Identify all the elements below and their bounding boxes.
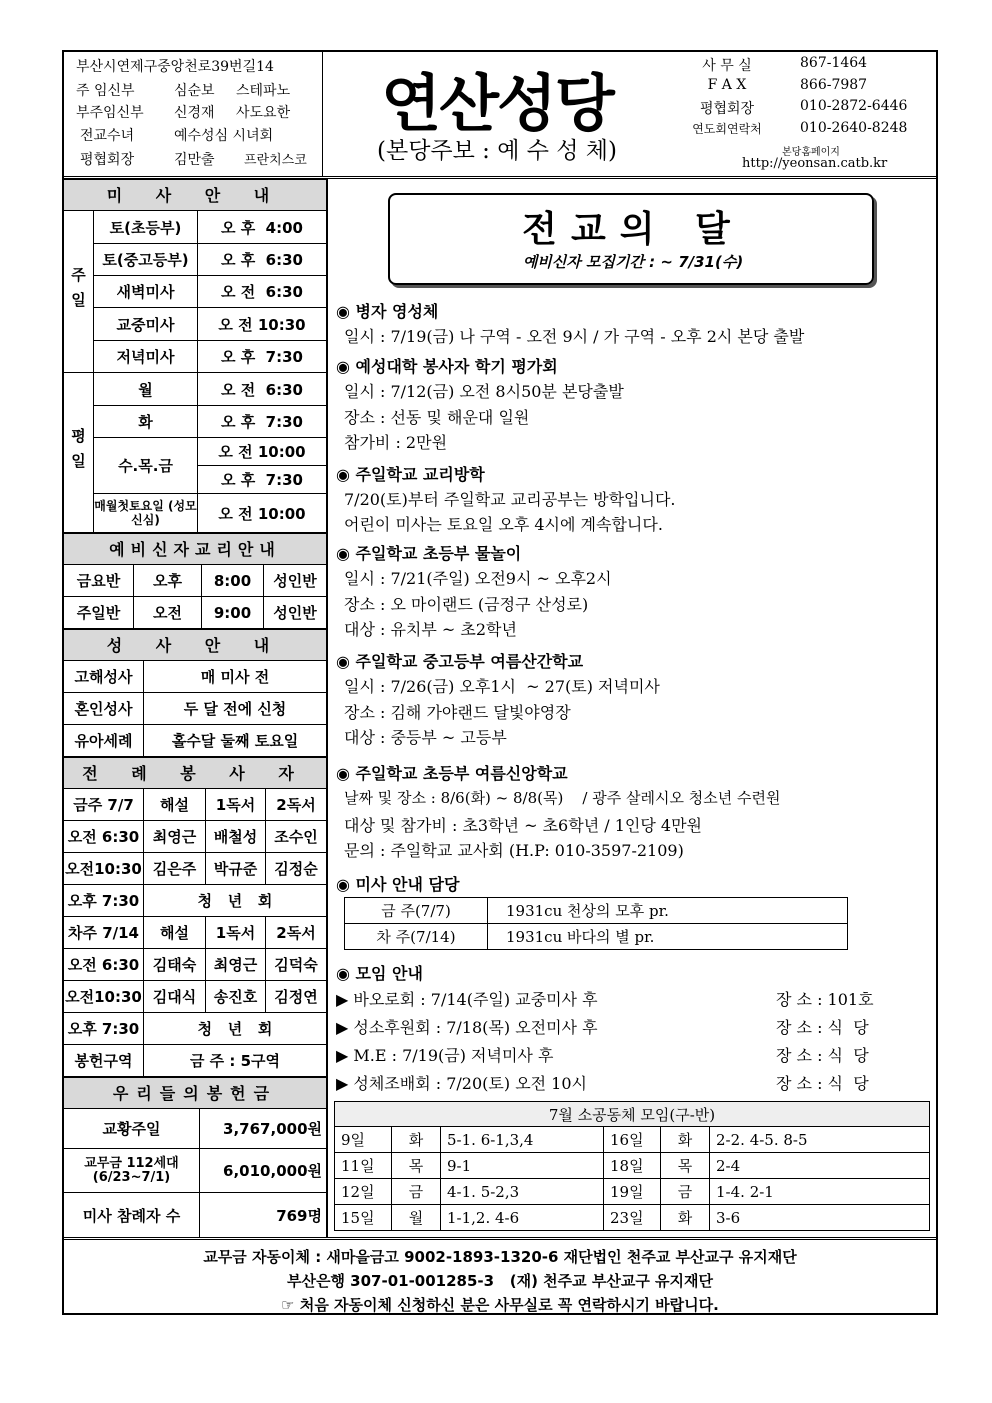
homepage-label: 본당홈페이지 (782, 147, 840, 158)
table-cell: 12일 (335, 1179, 392, 1205)
mass-time: 오 후 6:30 (198, 244, 326, 276)
notice-text: 일시 : 7/21(주일) 오전9시 ~ 오후2시 (344, 569, 612, 588)
class-ampm: 오후 (134, 565, 202, 597)
staff-role: 부주임신부 (76, 105, 144, 121)
notice-text: 장소 : 선동 및 해운대 일원 (344, 408, 530, 427)
notice-heading: ◉ 주일학교 중고등부 여름산간학교 (336, 652, 584, 671)
duty-week: 금 주(7/7) (345, 898, 488, 924)
sacrament-desc: 두 달 전에 신청 (144, 693, 326, 725)
table-cell: 16일 (604, 1127, 661, 1153)
contact-value: 010-2640-8248 (800, 120, 908, 136)
notice-heading: ◉ 병자 영성체 (336, 302, 439, 321)
contact-label: 연도회연락처 (692, 122, 762, 136)
notice-text: 대상 : 유치부 ~ 초2학년 (344, 620, 517, 639)
table-cell: 목 (392, 1153, 441, 1179)
header (64, 52, 936, 179)
staff-block (64, 52, 323, 176)
meeting-place: 장 소 : 식 당 (776, 1046, 869, 1065)
sacrament-name: 고해성사 (64, 661, 144, 693)
mass-time: 오 전 10:00 (198, 438, 326, 466)
liturgy-group: 청 년 회 (144, 1013, 326, 1045)
meeting-what: ▶ 성소후원회 : 7/18(목) 오전미사 후 (336, 1018, 598, 1037)
offering-value: 3,767,000원 (200, 1109, 326, 1149)
meeting-place: 장 소 : 식 당 (776, 1018, 869, 1037)
liturgy-col: 2독서 (266, 917, 326, 949)
liturgy-person: 최영근 (144, 821, 206, 853)
liturgy-person: 송진호 (206, 981, 266, 1013)
footer (64, 1237, 936, 1316)
meeting-place: 장 소 : 식 당 (776, 1074, 869, 1093)
liturgy-person: 김정연 (266, 981, 326, 1013)
liturgy-title: 전 례 봉 사 자 (64, 757, 326, 789)
left-column (64, 179, 328, 1237)
staff-role: 평협회장 (80, 152, 135, 168)
mass-time: 오 전 10:30 (198, 308, 326, 341)
table-cell: 화 (661, 1205, 710, 1231)
table-cell: 월 (392, 1205, 441, 1231)
meeting-what: ▶ M.E : 7/19(금) 저녁미사 후 (336, 1046, 554, 1065)
sacrament-desc: 홀수달 둘째 토요일 (144, 725, 326, 757)
staff-saint: 사도요한 (236, 105, 291, 121)
meeting-row (336, 1071, 926, 1094)
notice-heading: ◉ 예성대학 봉사자 학기 평가회 (336, 357, 558, 376)
parish-subtitle: (본당주보 : 예 수 성 체) (377, 138, 617, 164)
community-table (334, 1101, 930, 1231)
liturgy-col: 1독서 (206, 917, 266, 949)
table-cell: 목 (661, 1153, 710, 1179)
contact-value: 866-7987 (800, 77, 868, 93)
table-cell: 1-4. 2-1 (710, 1179, 930, 1205)
liturgy-col: 1독서 (206, 789, 266, 821)
notice-text: 장소 : 오 마이랜드 (금정구 산성로) (344, 595, 589, 614)
table-cell: 11일 (335, 1153, 392, 1179)
offering-label: 교황주일 (64, 1109, 200, 1149)
catechumen-title: 예비신자교리안내 (64, 533, 326, 565)
contact-row (672, 55, 936, 75)
staff-name: 김만출 (174, 152, 215, 168)
table-cell: 2-4 (710, 1153, 930, 1179)
table-cell: 2-2. 4-5. 8-5 (710, 1127, 930, 1153)
notice-text: 대상 : 중등부 ~ 고등부 (344, 728, 507, 747)
class-name: 주일반 (64, 597, 134, 629)
mass-duty-table (344, 897, 848, 950)
liturgy-week: 금주 7/7 (64, 789, 144, 821)
notice-heading: ◉ 미사 안내 담당 (336, 875, 460, 894)
meeting-row (336, 1043, 926, 1066)
class-name: 금요반 (64, 565, 134, 597)
liturgy-col: 2독서 (266, 789, 326, 821)
contact-value: 010-2872-6446 (800, 98, 908, 114)
liturgy-person: 조수인 (266, 821, 326, 853)
meeting-row (336, 1015, 926, 1038)
meeting-place: 장 소 : 101호 (776, 990, 874, 1009)
mass-name: 토(중고등부) (94, 244, 198, 276)
table-cell: 19일 (604, 1179, 661, 1205)
table-row (335, 1127, 930, 1153)
mass-name: 새벽미사 (94, 276, 198, 308)
liturgy-person: 김대식 (144, 981, 206, 1013)
footer-line: 부산은행 307-01-001285-3 (재) 천주교 부산교구 유지재단 (286, 1272, 714, 1290)
notice-text: 일시 : 7/19(금) 나 구역 - 오전 9시 / 가 구역 - 오후 2시 본당 출발 (344, 327, 805, 346)
class-who: 성인반 (264, 597, 326, 629)
offering-label: 미사 참례자 수 (64, 1193, 200, 1237)
sacrament-title: 성 사 안 내 (64, 629, 326, 661)
table-row (345, 898, 848, 924)
notice-heading: ◉ 주일학교 초등부 물놀이 (336, 544, 522, 563)
notice-heading: ◉ 주일학교 교리방학 (336, 465, 485, 484)
meeting-row (336, 987, 926, 1010)
mass-time: 오 후 7:30 (198, 406, 326, 438)
contact-label: F A X (707, 77, 747, 93)
liturgy-person: 박규준 (206, 853, 266, 885)
table-cell: 3-6 (710, 1205, 930, 1231)
offering-value: 769명 (276, 1206, 322, 1225)
sacrament-name: 유아세례 (64, 725, 144, 757)
address: 부산시연제구중앙천로39번길14 (76, 59, 274, 75)
liturgy-col: 해설 (144, 789, 206, 821)
contact-label: 사 무 실 (702, 58, 752, 74)
liturgy-time: 오후 7:30 (64, 1013, 144, 1045)
notice-text: 일시 : 7/12(금) 오전 8시50분 본당출발 (344, 382, 624, 401)
liturgy-time: 오전 6:30 (64, 821, 144, 853)
table-row (335, 1179, 930, 1205)
mission-banner (388, 193, 874, 285)
staff-role: 전교수녀 (80, 128, 135, 144)
notice-text: 대상 및 참가비 : 초3학년 ~ 초6학년 / 1인당 4만원 (344, 816, 702, 835)
bulletin-frame (62, 50, 938, 1315)
sunday-label: 주일 (64, 211, 94, 373)
liturgy-week: 차주 7/14 (64, 917, 144, 949)
table-row (335, 1153, 930, 1179)
mass-time: 오 전 6:30 (198, 276, 326, 308)
staff-role: 주 임신부 (76, 83, 135, 99)
staff-saint: 프란치스코 (244, 153, 307, 168)
table-cell: 화 (661, 1127, 710, 1153)
table-cell: 금 (392, 1179, 441, 1205)
mass-time: 오 후 7:30 (198, 341, 326, 373)
table-cell: 9일 (335, 1127, 392, 1153)
contact-row (672, 120, 936, 140)
meeting-what: ▶ 성체조배회 : 7/20(토) 오전 10시 (336, 1074, 588, 1093)
staff-name: 예수성심 시녀회 (174, 128, 274, 144)
staff-name: 신경재 (174, 105, 215, 121)
table-cell: 5-1. 6-1,3,4 (441, 1127, 604, 1153)
duty-group: 1931cu 천상의 모후 pr. (488, 898, 848, 924)
mass-name: 화 (94, 406, 198, 438)
table-row (335, 1205, 930, 1231)
table-cell: 23일 (604, 1205, 661, 1231)
notice-text: 날짜 및 장소 : 8/6(화) ~ 8/8(목) / 광주 살레시오 청소년 수련원 (344, 789, 781, 807)
liturgy-time: 오전 6:30 (64, 949, 144, 981)
staff-name: 심순보 (174, 83, 215, 99)
offering-area-value: 금 주 : 5구역 (144, 1045, 326, 1077)
liturgy-time: 오후 7:30 (64, 885, 144, 917)
liturgy-person: 김태숙 (144, 949, 206, 981)
mass-section-title: 미 사 안 내 (64, 179, 326, 211)
weekday-label: 평일 (64, 373, 94, 533)
contact-row (672, 98, 936, 118)
mass-time: 오 후 7:30 (198, 466, 326, 494)
duty-week: 차 주(7/14) (345, 924, 488, 950)
contact-label: 평협회장 (699, 101, 755, 117)
notice-text: 어린이 미사는 토요일 오후 4시에 계속합니다. (344, 515, 663, 534)
table-cell: 금 (661, 1179, 710, 1205)
notice-text: 7/20(토)부터 주일학교 교리공부는 방학입니다. (344, 490, 676, 509)
liturgy-time: 오전10:30 (64, 981, 144, 1013)
sacrament-name: 혼인성사 (64, 693, 144, 725)
table-cell: 화 (392, 1127, 441, 1153)
table-cell: 1-1,2. 4-6 (441, 1205, 604, 1231)
mass-name: 수.목.금 (94, 438, 198, 494)
mass-name: 저녁미사 (94, 341, 198, 373)
sacrament-desc: 매 미사 전 (144, 661, 326, 693)
banner-title: 전교의 달 (522, 209, 744, 250)
offering-title: 우리들의봉헌금 (64, 1077, 326, 1109)
mass-time: 오 전 6:30 (198, 373, 326, 406)
offering-area-label: 봉헌구역 (64, 1045, 144, 1077)
footer-line: 교무금 자동이체 : 새마을금고 9002-1893-1320-6 재단법인 천주교 부산교구 유지재단 (203, 1248, 797, 1266)
table-cell: 4-1. 5-2,3 (441, 1179, 604, 1205)
table-cell: 9-1 (441, 1153, 604, 1179)
notice-text: 장소 : 김해 가야랜드 달빛야영장 (344, 703, 571, 722)
homepage-link[interactable]: http://yeonsan.catb.kr (742, 156, 888, 171)
class-who: 성인반 (264, 565, 326, 597)
liturgy-person: 최영근 (206, 949, 266, 981)
table-row (345, 924, 848, 950)
table-cell: 18일 (604, 1153, 661, 1179)
contact-row (672, 77, 936, 97)
mass-time: 오 후 4:00 (198, 211, 326, 244)
duty-group: 1931cu 바다의 별 pr. (488, 924, 848, 950)
offering-value: 6,010,000원 (200, 1149, 326, 1193)
mass-name: 월 (94, 373, 198, 406)
contact-block (672, 52, 936, 176)
banner-subtitle: 예비신자 모집기간 : ~ 7/31(수) (522, 253, 744, 271)
liturgy-person: 김정순 (266, 853, 326, 885)
right-column (328, 179, 936, 1237)
notice-text: 참가비 : 2만원 (344, 433, 448, 452)
staff-saint: 스테파노 (236, 83, 291, 99)
offering-label: 교무금 112세대 (6/23~7/1) (64, 1149, 200, 1193)
title-block (322, 52, 672, 176)
notice-heading: ◉ 모임 안내 (336, 964, 423, 983)
class-ampm: 오전 (134, 597, 202, 629)
mass-name: 교중미사 (94, 308, 198, 341)
contact-value: 867-1464 (800, 55, 868, 71)
liturgy-group: 청 년 회 (144, 885, 326, 917)
notice-heading: ◉ 주일학교 초등부 여름신앙학교 (336, 764, 568, 783)
liturgy-person: 김덕숙 (266, 949, 326, 981)
liturgy-col: 해설 (144, 917, 206, 949)
mass-name: 매월첫토요일 (성모신심) (94, 494, 198, 533)
community-title: 7월 소공동체 모임(구-반) (335, 1102, 930, 1127)
notice-text: 일시 : 7/26(금) 오후1시 ~ 27(토) 저녁미사 (344, 677, 660, 696)
notice-text: 문의 : 주일학교 교사회 (H.P: 010-3597-2109) (344, 841, 684, 860)
liturgy-person: 김은주 (144, 853, 206, 885)
footer-line: ☞ 처음 자동이체 신청하신 분은 사무실로 꼭 연락하시기 바랍니다. (281, 1296, 719, 1314)
mass-name: 토(초등부) (94, 211, 198, 244)
meeting-what: ▶ 바오로회 : 7/14(주일) 교중미사 후 (336, 990, 598, 1009)
class-time: 9:00 (202, 597, 264, 629)
class-time: 8:00 (202, 565, 264, 597)
liturgy-person: 배철성 (206, 821, 266, 853)
table-cell: 15일 (335, 1205, 392, 1231)
liturgy-time: 오전10:30 (64, 853, 144, 885)
table-header-row (335, 1102, 930, 1127)
mass-time: 오 전 10:00 (198, 494, 326, 533)
parish-title: 연산성당 (381, 67, 613, 140)
